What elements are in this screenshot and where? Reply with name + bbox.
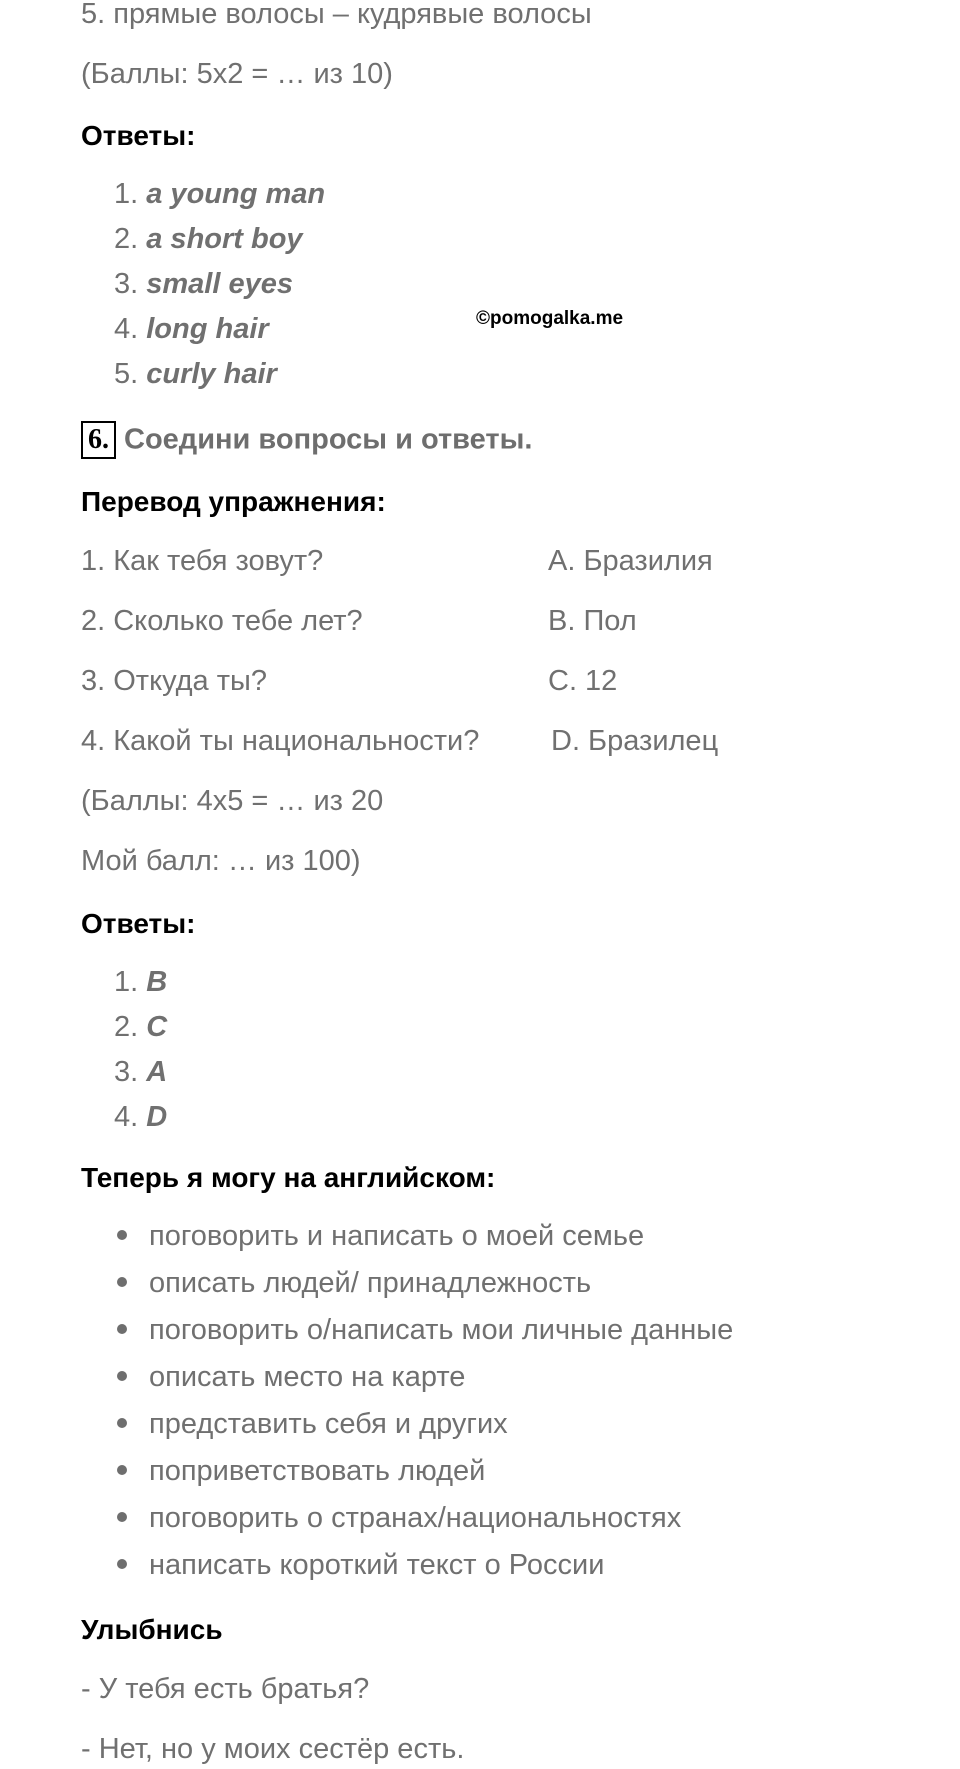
bullet-icon [117,1277,127,1287]
bullet-item: описать людей/ принадлежность [117,1267,591,1300]
question-item: 4. Какой ты национальности? [81,725,480,757]
bullet-item: поговорить и написать о моей семье [117,1220,644,1253]
list-item: 3. A [114,1056,168,1088]
dialog-line: - Нет, но у моих сестёр есть. [81,1733,465,1765]
list-item: 1. a young man [114,178,326,210]
smile-heading: Улыбнись [81,1614,223,1645]
task-number-box: 6. [81,421,116,459]
question-item: 2. Сколько тебе лет? [81,605,363,637]
task-title: Соедини вопросы и ответы. [124,423,533,456]
bullet-item: поговорить о/написать мои личные данные [117,1314,733,1347]
bullet-icon [117,1230,127,1240]
bullet-item: представить себя и других [117,1408,508,1441]
list-item: 2. C [114,1011,168,1043]
question-item: 3. Откуда ты? [81,665,267,697]
bullet-item: написать короткий текст о России [117,1549,604,1582]
score-line-2: (Баллы: 4x5 = … из 20 [81,785,384,817]
bullet-icon [117,1418,127,1428]
list-item: 5. curly hair [114,358,277,390]
bullet-item: поговорить о странах/национальностях [117,1502,681,1535]
option-item: B. Пол [548,605,637,637]
option-item: C. 12 [548,665,618,697]
bullet-icon [117,1371,127,1381]
option-item: D. Бразилец [551,725,719,757]
bullet-icon [117,1512,127,1522]
can-heading: Теперь я могу на английском: [81,1162,496,1193]
bullet-item: поприветствовать людей [117,1455,485,1488]
bullet-icon [117,1559,127,1569]
list-item: 2. a short boy [114,223,303,255]
watermark: ©pomogalka.me [476,308,624,329]
list-item: 1. B [114,966,168,998]
option-item: A. Бразилия [548,545,713,577]
score-line-1: (Баллы: 5x2 = … из 10) [81,58,393,90]
top-line: 5. прямые волосы – кудрявые волосы [81,0,592,30]
list-item: 4. long hair [114,313,269,345]
list-item: 3. small eyes [114,268,293,300]
task-6-header [81,421,532,459]
bullet-item: описать место на карте [117,1361,465,1394]
my-score: Мой балл: … из 100) [81,845,361,877]
translation-heading: Перевод упражнения: [81,486,386,517]
answers-heading-2: Ответы: [81,908,196,939]
dialog-line: - У тебя есть братья? [81,1673,370,1705]
answers-heading-1: Ответы: [81,120,196,151]
list-item: 4. D [114,1101,168,1133]
bullet-icon [117,1324,127,1334]
bullet-icon [117,1465,127,1475]
question-item: 1. Как тебя зовут? [81,545,324,577]
